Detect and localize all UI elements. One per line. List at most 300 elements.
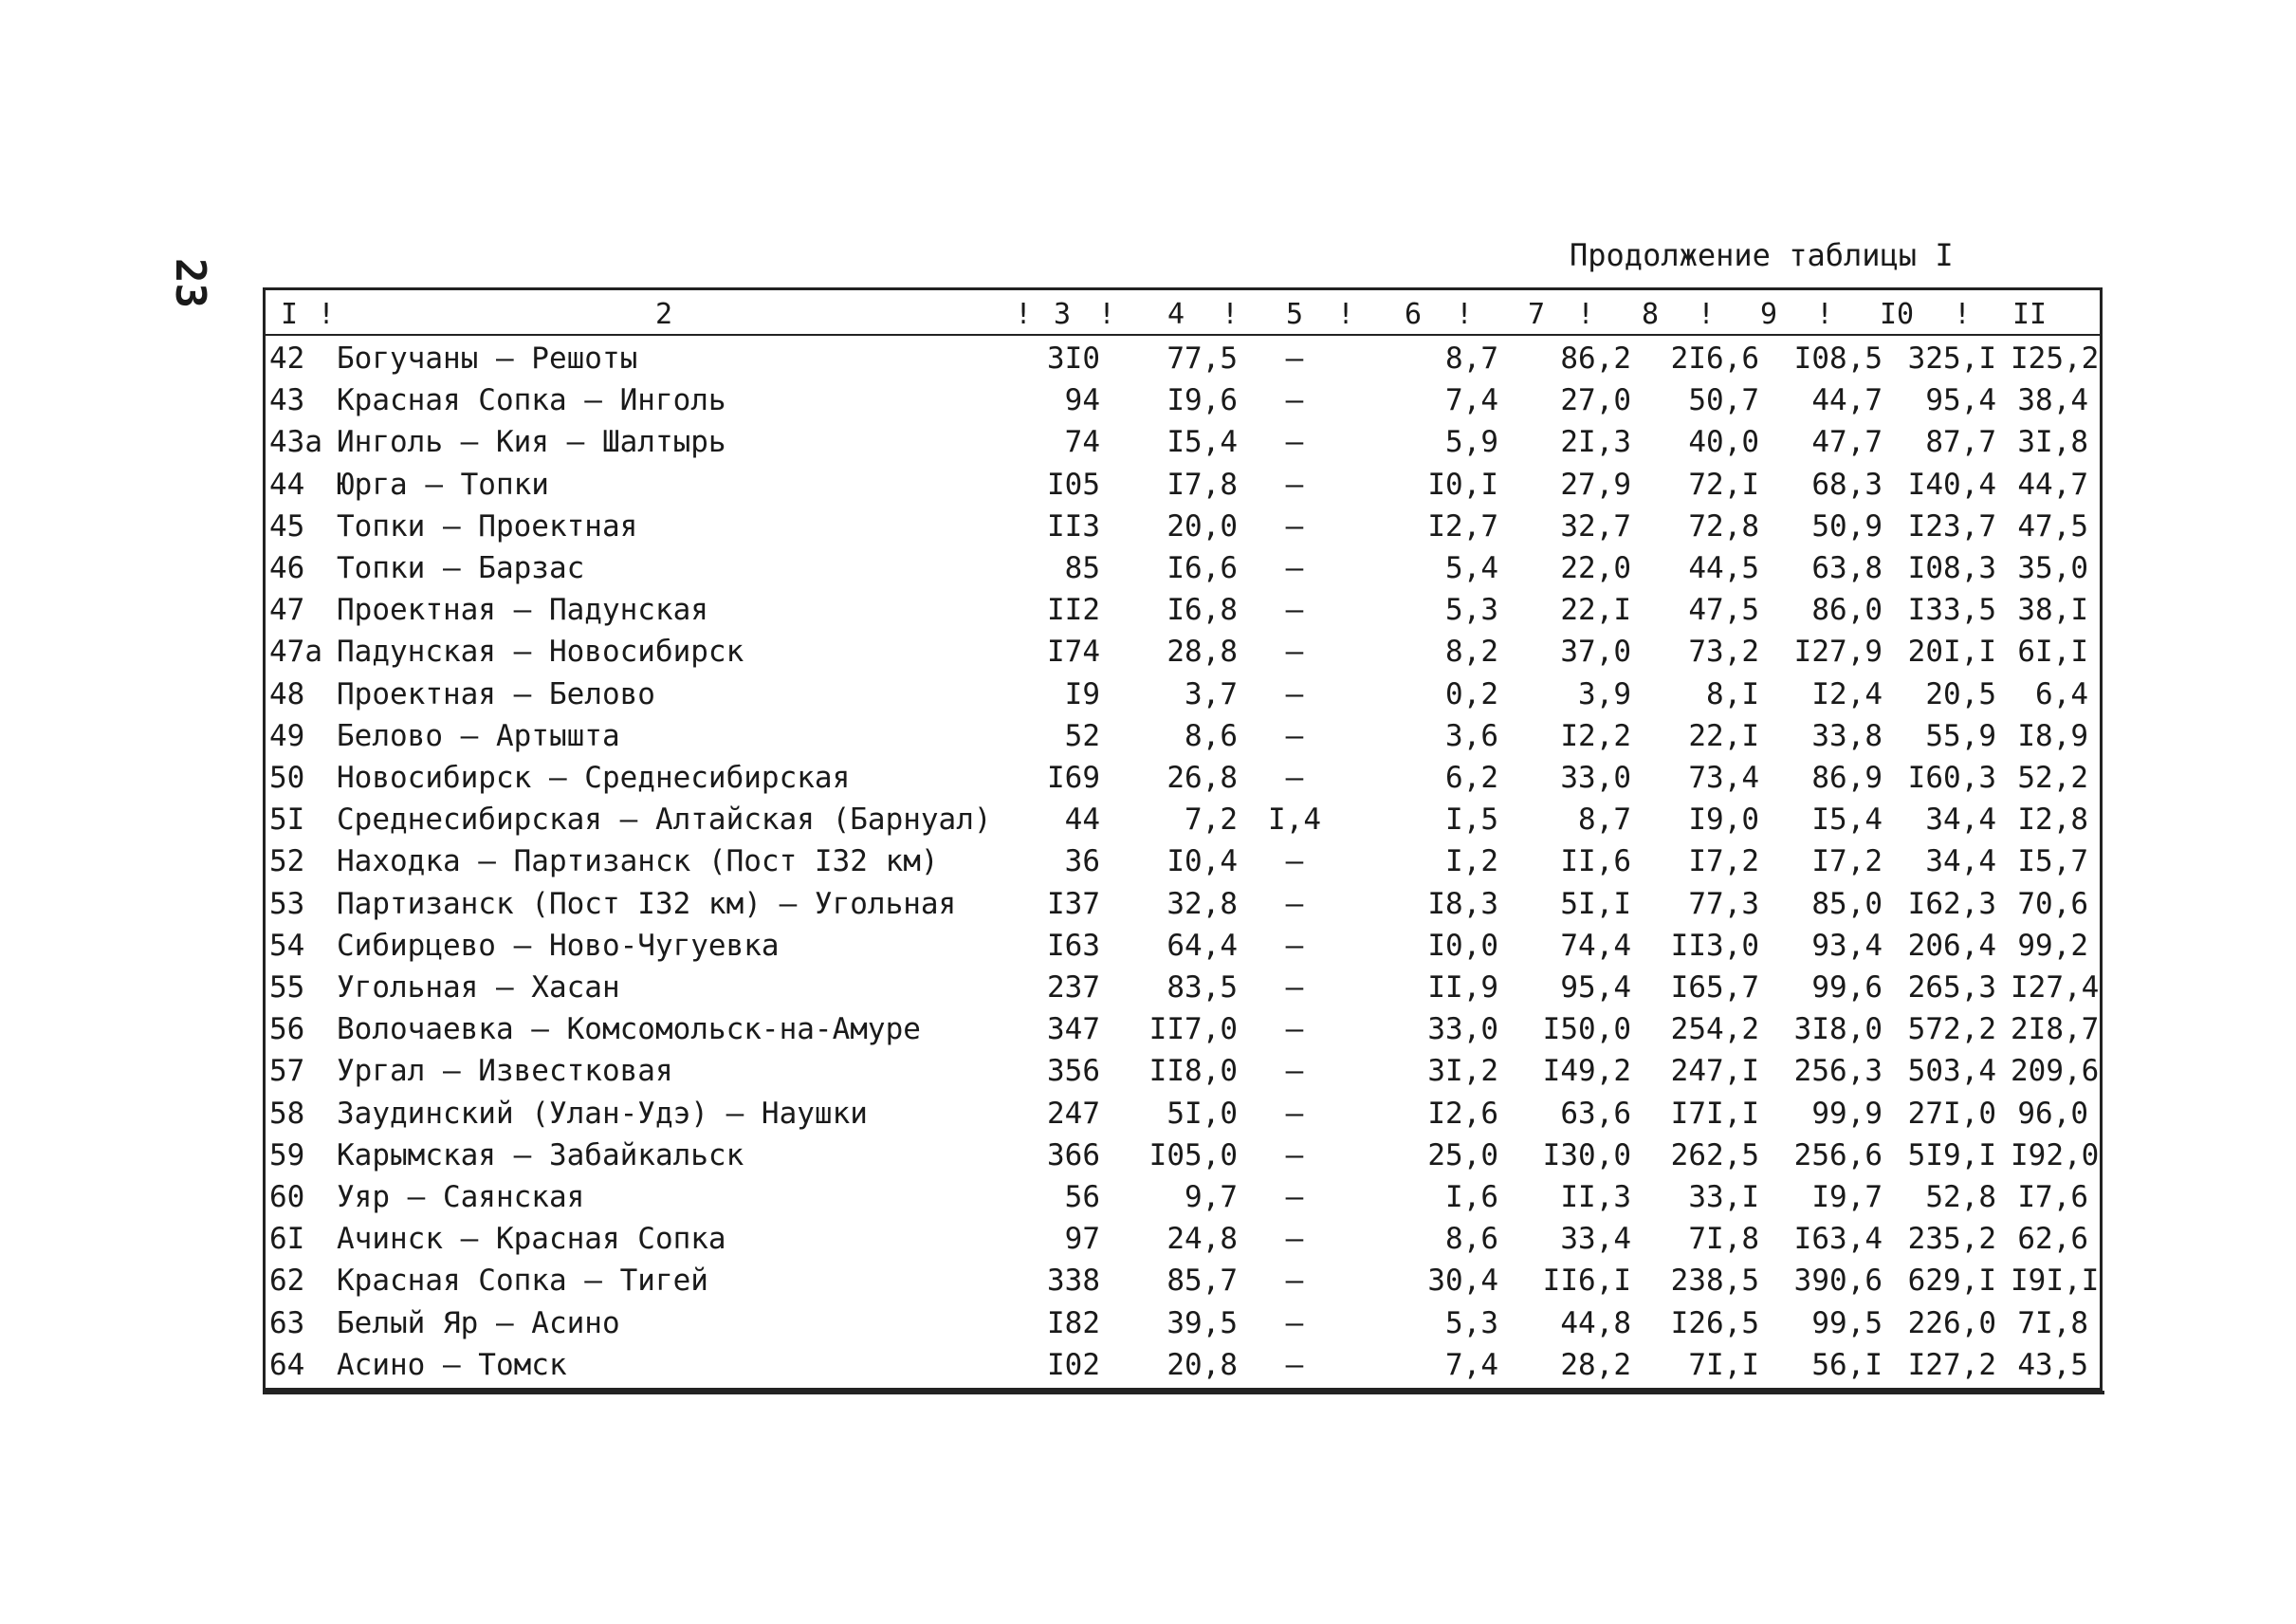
table-cell-col-1: 47а [269, 635, 322, 670]
table-cell-col-3: I05 [1047, 467, 1100, 502]
table-row [266, 464, 2100, 506]
table-cell-col-6: 5,4 [1445, 551, 1498, 585]
table-row [266, 338, 2100, 379]
table-cell-col-4: 85,7 [1166, 1264, 1238, 1299]
table-cell-col-8: 40,0 [1688, 425, 1759, 460]
table-cell-col-6: I2,6 [1427, 1096, 1498, 1131]
table-cell-col-5: – [1285, 1305, 1304, 1340]
table-cell-col-11: I9I,I [2011, 1264, 2100, 1299]
table-cell-col-6: 30,4 [1427, 1264, 1498, 1299]
table-cell-col-5: – [1285, 886, 1304, 921]
table-cell-col-5: – [1285, 844, 1304, 879]
table-cell-col-5: – [1285, 1180, 1304, 1214]
table-cell-col-6: 8,6 [1445, 1222, 1498, 1257]
table-cell-col-4: 24,8 [1166, 1222, 1238, 1257]
table-row [266, 1135, 2100, 1176]
table-cell-col-11: I92,0 [2011, 1137, 2100, 1172]
table-cell-col-2: Ачинск – Красная Сопка [337, 1222, 726, 1257]
table-cell-col-10: I23,7 [1907, 508, 1996, 544]
table-row [266, 925, 2100, 967]
table-cell-col-4: II8,0 [1148, 1054, 1238, 1089]
table-cell-col-11: 6I,I [2017, 635, 2088, 670]
header-col-2: 2 [654, 298, 673, 331]
table-cell-col-10: 27I,0 [1907, 1096, 1996, 1131]
table-cell-col-7: 2I,3 [1560, 425, 1631, 460]
table-cell-col-5: – [1285, 928, 1304, 963]
table-cell-col-9: 256,3 [1793, 1054, 1883, 1089]
table-cell-col-5: – [1285, 508, 1304, 544]
table-cell-col-6: I8,3 [1427, 886, 1498, 921]
table-cell-col-2: Сибирцево – Ново-Чугуевка [337, 928, 780, 963]
table-cell-col-2: Партизанск (Пост I32 км) – Угольная [337, 886, 957, 921]
table-row [266, 1344, 2100, 1386]
table-cell-col-5: – [1285, 718, 1304, 753]
table-cell-col-7: 95,4 [1560, 970, 1631, 1005]
table-cell-col-2: Красная Сопка – Инголь [337, 383, 726, 418]
table-cell-col-8: 22,I [1688, 718, 1759, 753]
table-cell-col-6: 33,0 [1427, 1012, 1498, 1047]
table-cell-col-1: 45 [269, 508, 305, 544]
table-cell-col-7: 86,2 [1560, 341, 1631, 376]
table-cell-col-3: 237 [1047, 970, 1100, 1005]
table-cell-col-11: 96,0 [2017, 1096, 2088, 1131]
table-cell-col-6: I0,0 [1427, 928, 1498, 963]
table-cell-col-4: I05,0 [1148, 1137, 1238, 1172]
table-cell-col-6: 7,4 [1445, 1347, 1498, 1382]
table-row [266, 589, 2100, 631]
table-cell-col-5: – [1285, 761, 1304, 795]
table-cell-col-10: 206,4 [1907, 928, 1996, 963]
table-cell-col-7: 74,4 [1560, 928, 1631, 963]
table-cell-col-5: – [1285, 593, 1304, 628]
table-cell-col-7: 22,0 [1560, 551, 1631, 585]
table-cell-col-11: 43,5 [2017, 1347, 2088, 1382]
bottom-rule [263, 1391, 2104, 1394]
table-row [266, 547, 2100, 589]
header-col-5: 5 [1285, 298, 1304, 331]
table-cell-col-8: 2I6,6 [1670, 341, 1759, 376]
table-cell-col-2: Ургал – Известковая [337, 1054, 673, 1089]
table-row [266, 1176, 2100, 1218]
table-row [266, 840, 2100, 882]
table-cell-col-5: – [1285, 425, 1304, 460]
table-cell-col-4: 28,8 [1166, 635, 1238, 670]
table-cell-col-7: 33,0 [1560, 761, 1631, 795]
table-cell-col-2: Топки – Проектная [337, 508, 638, 544]
table-cell-col-9: 99,9 [1811, 1096, 1883, 1131]
table-row [266, 1050, 2100, 1092]
table-cell-col-11: 35,0 [2017, 551, 2088, 585]
table-row [266, 379, 2100, 421]
table-cell-col-7: I50,0 [1542, 1012, 1631, 1047]
table-row [266, 757, 2100, 799]
table-cell-col-10: 235,2 [1907, 1222, 1996, 1257]
table-cell-col-8: I65,7 [1670, 970, 1759, 1005]
table-cell-col-3: I74 [1047, 635, 1100, 670]
table-cell-col-5: – [1285, 467, 1304, 502]
table-cell-col-11: I25,2 [2011, 341, 2100, 376]
table-cell-col-2: Заудинский (Улан-Удэ) – Наушки [337, 1096, 868, 1131]
table-cell-col-6: I,6 [1445, 1180, 1498, 1214]
table-cell-col-3: I37 [1047, 886, 1100, 921]
table-cell-col-6: II,9 [1427, 970, 1498, 1005]
table-cell-col-10: 52,8 [1925, 1180, 1996, 1214]
table-cell-col-11: 38,I [2017, 593, 2088, 628]
table-cell-col-6: 6,2 [1445, 761, 1498, 795]
table-cell-col-8: 72,8 [1688, 508, 1759, 544]
table-row [266, 1093, 2100, 1135]
table-cell-col-4: II7,0 [1148, 1012, 1238, 1047]
table-cell-col-1: 47 [269, 593, 305, 628]
table-cell-col-10: 55,9 [1925, 718, 1996, 753]
table-cell-col-11: 209,6 [2011, 1054, 2100, 1089]
table-cell-col-8: 33,I [1688, 1180, 1759, 1214]
table-cell-col-9: 86,9 [1811, 761, 1883, 795]
table-row [266, 674, 2100, 715]
header-col-8: 8 [1641, 298, 1660, 331]
table-cell-col-1: 6I [269, 1222, 305, 1257]
table-row [266, 1260, 2100, 1301]
table-cell-col-7: 37,0 [1560, 635, 1631, 670]
table-cell-col-9: 390,6 [1793, 1264, 1883, 1299]
table-cell-col-7: 44,8 [1560, 1305, 1631, 1340]
table-cell-col-3: I9 [1064, 676, 1100, 711]
table-row [266, 631, 2100, 673]
table-cell-col-1: 58 [269, 1096, 305, 1131]
table-cell-col-3: 356 [1047, 1054, 1100, 1089]
table-cell-col-5: – [1285, 970, 1304, 1005]
table-cell-col-4: 5I,0 [1166, 1096, 1238, 1131]
table-cell-col-3: II2 [1047, 593, 1100, 628]
table-cell-col-9: 86,0 [1811, 593, 1883, 628]
table-cell-col-6: 7,4 [1445, 383, 1498, 418]
table-cell-col-7: I30,0 [1542, 1137, 1631, 1172]
table-cell-col-11: 70,6 [2017, 886, 2088, 921]
table-cell-col-3: 85 [1064, 551, 1100, 585]
table-cell-col-8: 73,4 [1688, 761, 1759, 795]
table-cell-col-3: 97 [1064, 1222, 1100, 1257]
table-cell-col-10: 503,4 [1907, 1054, 1996, 1089]
table-cell-col-7: 33,4 [1560, 1222, 1631, 1257]
table-cell-col-11: I2,8 [2017, 803, 2088, 838]
table-cell-col-1: 54 [269, 928, 305, 963]
table-cell-col-3: 3I0 [1047, 341, 1100, 376]
table-cell-col-1: 43а [269, 425, 322, 460]
table-cell-col-8: 7I,I [1688, 1347, 1759, 1382]
header-col-7: 7 [1527, 298, 1546, 331]
table-cell-col-6: I,2 [1445, 844, 1498, 879]
table-cell-col-3: 44 [1064, 803, 1100, 838]
table-cell-col-8: 247,I [1670, 1054, 1759, 1089]
table-cell-col-3: 36 [1064, 844, 1100, 879]
table-cell-col-6: 5,3 [1445, 593, 1498, 628]
table-cell-col-9: I08,5 [1793, 341, 1883, 376]
table-cell-col-5: – [1285, 1347, 1304, 1382]
table-cell-col-4: 7,2 [1185, 803, 1238, 838]
table-cell-col-7: 3,9 [1578, 676, 1631, 711]
table-cell-col-2: Падунская – Новосибирск [337, 635, 744, 670]
table-cell-col-6: 8,7 [1445, 341, 1498, 376]
table-cell-col-1: 43 [269, 383, 305, 418]
table-cell-col-9: I7,2 [1811, 844, 1883, 879]
table-cell-col-4: I6,8 [1166, 593, 1238, 628]
table-cell-col-9: 99,5 [1811, 1305, 1883, 1340]
table-cell-col-3: 347 [1047, 1012, 1100, 1047]
table-cell-col-10: I60,3 [1907, 761, 1996, 795]
table-cell-col-10: 34,4 [1925, 803, 1996, 838]
table-cell-col-5: – [1285, 635, 1304, 670]
table-cell-col-9: 44,7 [1811, 383, 1883, 418]
data-table [263, 287, 2103, 1391]
table-cell-col-1: 64 [269, 1347, 305, 1382]
table-cell-col-2: Богучаны – Решоты [337, 341, 638, 376]
table-cell-col-8: 7I,8 [1688, 1222, 1759, 1257]
table-cell-col-4: 20,0 [1166, 508, 1238, 544]
table-cell-col-4: 26,8 [1166, 761, 1238, 795]
header-col-1: I [280, 298, 299, 331]
table-cell-col-10: 5I9,I [1907, 1137, 1996, 1172]
table-cell-col-1: 57 [269, 1054, 305, 1089]
table-cell-col-9: I9,7 [1811, 1180, 1883, 1214]
table-cell-col-4: 64,4 [1166, 928, 1238, 963]
table-cell-col-10: I27,2 [1907, 1347, 1996, 1382]
table-cell-col-3: 366 [1047, 1137, 1100, 1172]
table-cell-col-9: I27,9 [1793, 635, 1883, 670]
table-cell-col-7: 5I,I [1560, 886, 1631, 921]
table-cell-col-1: 55 [269, 970, 305, 1005]
table-cell-col-2: Угольная – Хасан [337, 970, 620, 1005]
table-cell-col-9: I5,4 [1811, 803, 1883, 838]
table-cell-col-10: 572,2 [1907, 1012, 1996, 1047]
table-cell-col-5: – [1285, 676, 1304, 711]
table-cell-col-1: 44 [269, 467, 305, 502]
table-cell-col-8: I26,5 [1670, 1305, 1759, 1340]
table-cell-col-2: Белый Яр – Асино [337, 1305, 620, 1340]
table-cell-col-8: 262,5 [1670, 1137, 1759, 1172]
table-cell-col-5: – [1285, 1096, 1304, 1131]
table-row [266, 715, 2100, 757]
table-cell-col-9: 33,8 [1811, 718, 1883, 753]
table-cell-col-5: – [1285, 341, 1304, 376]
table-cell-col-4: I9,6 [1166, 383, 1238, 418]
table-cell-col-5: – [1285, 1054, 1304, 1089]
header-col-9: 9 [1759, 298, 1778, 331]
table-cell-col-8: 73,2 [1688, 635, 1759, 670]
table-cell-col-2: Асино – Томск [337, 1347, 567, 1382]
table-cell-col-3: I02 [1047, 1347, 1100, 1382]
table-cell-col-2: Топки – Барзас [337, 551, 585, 585]
table-cell-col-2: Проектная – Белово [337, 676, 655, 711]
table-cell-col-1: 56 [269, 1012, 305, 1047]
table-cell-col-6: 3,6 [1445, 718, 1498, 753]
table-cell-col-3: II3 [1047, 508, 1100, 544]
table-cell-col-5: – [1285, 383, 1304, 418]
table-cell-col-5: – [1285, 1012, 1304, 1047]
table-cell-col-4: 83,5 [1166, 970, 1238, 1005]
table-cell-col-4: I0,4 [1166, 844, 1238, 879]
table-row [266, 506, 2100, 547]
table-cell-col-11: 99,2 [2017, 928, 2088, 963]
table-cell-col-8: 238,5 [1670, 1264, 1759, 1299]
table-cell-col-1: 48 [269, 676, 305, 711]
table-cell-col-3: I82 [1047, 1305, 1100, 1340]
table-cell-col-7: 22,I [1560, 593, 1631, 628]
table-cell-col-6: 5,3 [1445, 1305, 1498, 1340]
table-cell-col-9: 50,9 [1811, 508, 1883, 544]
table-cell-col-7: II6,I [1542, 1264, 1631, 1299]
table-cell-col-9: I63,4 [1793, 1222, 1883, 1257]
table-cell-col-1: 42 [269, 341, 305, 376]
table-cell-col-1: 5I [269, 803, 305, 838]
table-cell-col-4: 39,5 [1166, 1305, 1238, 1340]
table-cell-col-9: 56,I [1811, 1347, 1883, 1382]
table-cell-col-7: I2,2 [1560, 718, 1631, 753]
table-cell-col-8: I7,2 [1688, 844, 1759, 879]
table-cell-col-11: 44,7 [2017, 467, 2088, 502]
table-cell-col-9: 47,7 [1811, 425, 1883, 460]
table-cell-col-4: 32,8 [1166, 886, 1238, 921]
table-cell-col-8: 77,3 [1688, 886, 1759, 921]
table-cell-col-3: 338 [1047, 1264, 1100, 1299]
table-cell-col-11: 7I,8 [2017, 1305, 2088, 1340]
header-col-6: 6 [1404, 298, 1423, 331]
table-cell-col-2: Среднесибирская – Алтайская (Барнуал) [337, 803, 992, 838]
table-cell-col-11: I8,9 [2017, 718, 2088, 753]
table-cell-col-2: Карымская – Забайкальск [337, 1137, 744, 1172]
table-cell-col-10: I62,3 [1907, 886, 1996, 921]
table-cell-col-2: Новосибирск – Среднесибирская [337, 761, 851, 795]
table-cell-col-10: 265,3 [1907, 970, 1996, 1005]
table-cell-col-4: 77,5 [1166, 341, 1238, 376]
table-cell-col-5: – [1285, 1137, 1304, 1172]
table-cell-col-4: I6,6 [1166, 551, 1238, 585]
table-cell-col-4: I5,4 [1166, 425, 1238, 460]
table-cell-col-6: 0,2 [1445, 676, 1498, 711]
table-cell-col-10: 87,7 [1925, 425, 1996, 460]
table-cell-col-11: 6,4 [2035, 676, 2088, 711]
table-cell-col-10: 226,0 [1907, 1305, 1996, 1340]
table-cell-col-8: 254,2 [1670, 1012, 1759, 1047]
table-cell-col-6: 5,9 [1445, 425, 1498, 460]
table-row [266, 1008, 2100, 1050]
table-cell-col-9: 63,8 [1811, 551, 1883, 585]
table-cell-col-11: 52,2 [2017, 761, 2088, 795]
table-cell-col-7: I49,2 [1542, 1054, 1631, 1089]
table-cell-col-9: 99,6 [1811, 970, 1883, 1005]
table-cell-col-1: 63 [269, 1305, 305, 1340]
header-col-10: I0 [1879, 298, 1915, 331]
table-cell-col-2: Уяр – Саянская [337, 1180, 585, 1214]
table-cell-col-6: I0,I [1427, 467, 1498, 502]
table-cell-col-5: I,4 [1268, 803, 1321, 838]
table-cell-col-3: 74 [1064, 425, 1100, 460]
table-cell-col-7: 28,2 [1560, 1347, 1631, 1382]
table-cell-col-1: 52 [269, 844, 305, 879]
table-cell-col-1: 49 [269, 718, 305, 753]
table-cell-col-10: 325,I [1907, 341, 1996, 376]
table-cell-col-1: 62 [269, 1264, 305, 1299]
table-cell-col-3: I69 [1047, 761, 1100, 795]
table-cell-col-1: 53 [269, 886, 305, 921]
table-cell-col-6: 8,2 [1445, 635, 1498, 670]
table-cell-col-11: 38,4 [2017, 383, 2088, 418]
table-cell-col-5: – [1285, 1264, 1304, 1299]
table-cell-col-7: 27,0 [1560, 383, 1631, 418]
table-cell-col-10: 95,4 [1925, 383, 1996, 418]
table-cell-col-10: 20I,I [1907, 635, 1996, 670]
table-cell-col-1: 46 [269, 551, 305, 585]
table-cell-col-8: 47,5 [1688, 593, 1759, 628]
table-cell-col-8: II3,0 [1670, 928, 1759, 963]
table-cell-col-9: 85,0 [1811, 886, 1883, 921]
table-cell-col-2: Находка – Партизанск (Пост I32 км) [337, 844, 939, 879]
table-row [266, 1218, 2100, 1260]
table-cell-col-6: I2,7 [1427, 508, 1498, 544]
table-cell-col-7: 63,6 [1560, 1096, 1631, 1131]
table-cell-col-10: 629,I [1907, 1264, 1996, 1299]
table-cell-col-9: 68,3 [1811, 467, 1883, 502]
table-cell-col-6: 25,0 [1427, 1137, 1498, 1172]
table-cell-col-2: Проектная – Падунская [337, 593, 708, 628]
table-cell-col-8: 8,I [1706, 676, 1759, 711]
table-cell-col-3: 52 [1064, 718, 1100, 753]
table-cell-col-2: Юрга – Топки [337, 467, 549, 502]
table-cell-col-6: 3I,2 [1427, 1054, 1498, 1089]
table-cell-col-6: I,5 [1445, 803, 1498, 838]
table-cell-col-5: – [1285, 1222, 1304, 1257]
table-cell-col-11: 47,5 [2017, 508, 2088, 544]
table-cell-col-10: I08,3 [1907, 551, 1996, 585]
table-cell-col-4: 3,7 [1185, 676, 1238, 711]
table-cell-col-9: 3I8,0 [1793, 1012, 1883, 1047]
table-cell-col-2: Белово – Артышта [337, 718, 620, 753]
table-cell-col-3: I63 [1047, 928, 1100, 963]
table-cell-col-3: 247 [1047, 1096, 1100, 1131]
table-cell-col-7: II,3 [1560, 1180, 1631, 1214]
table-cell-col-8: 44,5 [1688, 551, 1759, 585]
table-row [266, 799, 2100, 840]
table-row [266, 1302, 2100, 1344]
table-cell-col-1: 50 [269, 761, 305, 795]
table-header: I ! 2 ! 3 ! 4 ! 5 ! 6 ! 7 ! 8 ! 9 ! I0 ! II [266, 296, 2100, 336]
table-cell-col-9: 256,6 [1793, 1137, 1883, 1172]
table-cell-col-7: 32,7 [1560, 508, 1631, 544]
table-cell-col-2: Инголь – Кия – Шалтырь [337, 425, 726, 460]
table-cell-col-2: Красная Сопка – Тигей [337, 1264, 708, 1299]
table-cell-col-7: II,6 [1560, 844, 1631, 879]
table-cell-col-10: I40,4 [1907, 467, 1996, 502]
table-cell-col-11: 62,6 [2017, 1222, 2088, 1257]
table-cell-col-1: 59 [269, 1137, 305, 1172]
table-cell-col-9: 93,4 [1811, 928, 1883, 963]
table-cell-col-11: I5,7 [2017, 844, 2088, 879]
header-col-4: 4 [1166, 298, 1185, 331]
table-cell-col-10: 34,4 [1925, 844, 1996, 879]
table-cell-col-3: 56 [1064, 1180, 1100, 1214]
table-cell-col-11: I7,6 [2017, 1180, 2088, 1214]
table-cell-col-8: 72,I [1688, 467, 1759, 502]
table-cell-col-7: 27,9 [1560, 467, 1631, 502]
table-cell-col-11: 3I,8 [2017, 425, 2088, 460]
table-caption: Продолжение таблицы I [1570, 237, 1954, 273]
table-cell-col-5: – [1285, 551, 1304, 585]
table-cell-col-2: Волочаевка – Комсомольск-на-Амуре [337, 1012, 921, 1047]
table-row [266, 883, 2100, 925]
table-cell-col-9: I2,4 [1811, 676, 1883, 711]
table-cell-col-4: I7,8 [1166, 467, 1238, 502]
table-cell-col-10: 20,5 [1925, 676, 1996, 711]
table-cell-col-1: 60 [269, 1180, 305, 1214]
